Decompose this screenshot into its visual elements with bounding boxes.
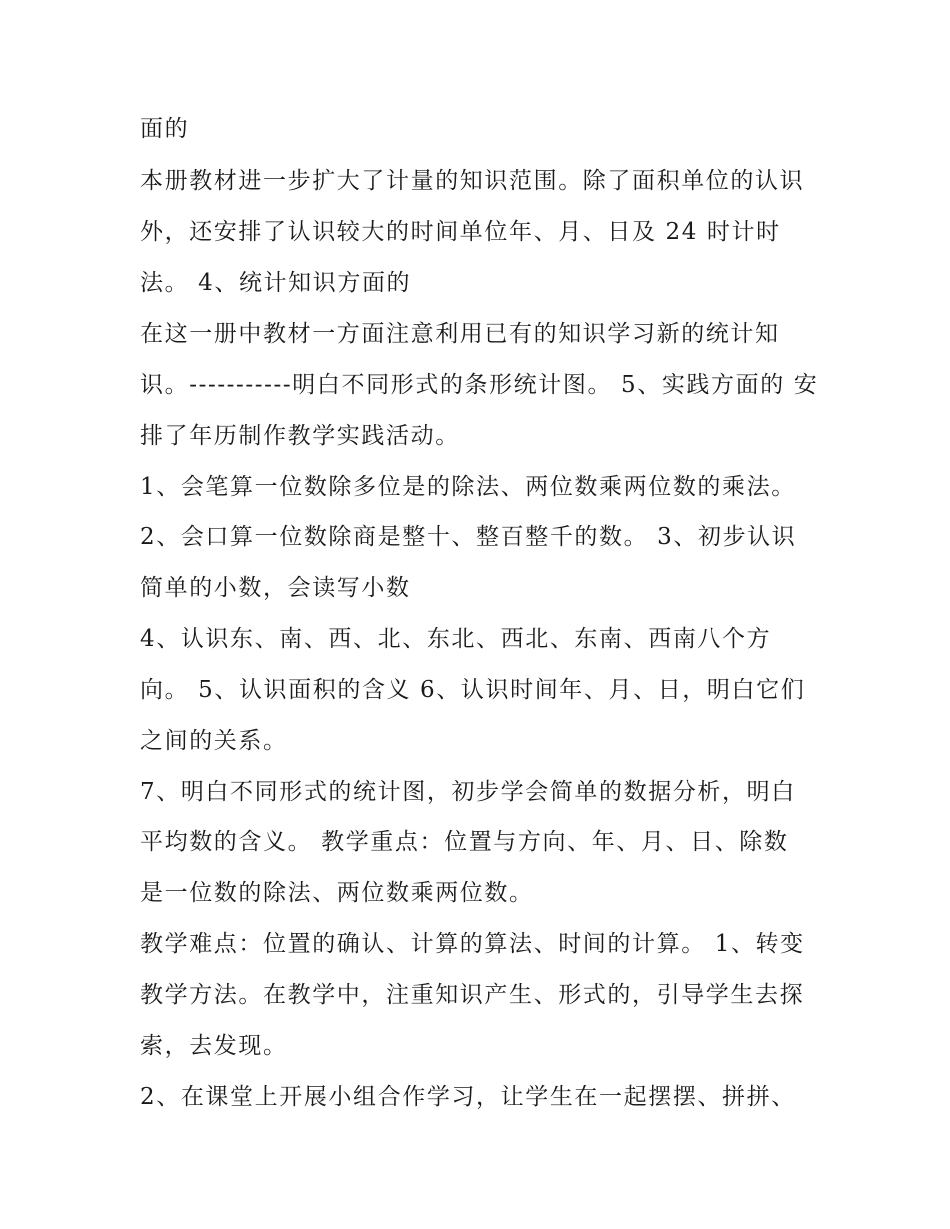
text-line: 在这一册中教材一方面注意利用已有的知识学习新的统计知 xyxy=(140,321,780,347)
text-line: 教学方法。在教学中，注重知识产生、形式的，引导学生去探 xyxy=(140,982,805,1008)
text-line: 平均数的含义。 教学重点：位置与方向、年、月、日、除数 xyxy=(140,829,789,855)
text-line: 面的 xyxy=(140,116,190,142)
text-line: 4、认识东、南、西、北、东北、西北、东南、西南八个方 xyxy=(140,626,772,652)
text-line: 简单的小数，会读写小数 xyxy=(140,575,411,601)
text-line: 2、会口算一位数除商是整十、整百整千的数。 3、初步认识 xyxy=(140,524,797,550)
text-line: 2、在课堂上开展小组合作学习，让学生在一起摆摆、拼拼、 xyxy=(140,1084,796,1110)
text-line: 教学难点：位置的确认、计算的算法、时间的计算。 1、转变 xyxy=(140,931,805,957)
text-line: 之间的关系。 xyxy=(140,728,288,754)
text-line: 法。 4、统计知识方面的 xyxy=(140,270,412,296)
text-line: 排了年历制作教学实践活动。 xyxy=(140,423,460,449)
text-line: 外，还安排了认识较大的时间单位年、月、日及 24 时计时 xyxy=(140,219,781,245)
text-line: 7、明白不同形式的统计图，初步学会简单的数据分析，明白 xyxy=(140,779,796,805)
text-line: 本册教材进一步扩大了计量的知识范围。除了面积单位的认识 xyxy=(140,168,805,194)
text-line: 1、会笔算一位数除多位是的除法、两位数乘两位数的乘法。 xyxy=(140,474,796,500)
text-line: 索，去发现。 xyxy=(140,1033,288,1059)
text-line: 识。-----------明白不同形式的条形统计图。 5、实践方面的 安 xyxy=(140,372,819,398)
text-line: 是一位数的除法、两位数乘两位数。 xyxy=(140,880,534,906)
text-line: 向。 5、认识面积的含义 6、认识时间年、月、日，明白它们 xyxy=(140,677,806,703)
